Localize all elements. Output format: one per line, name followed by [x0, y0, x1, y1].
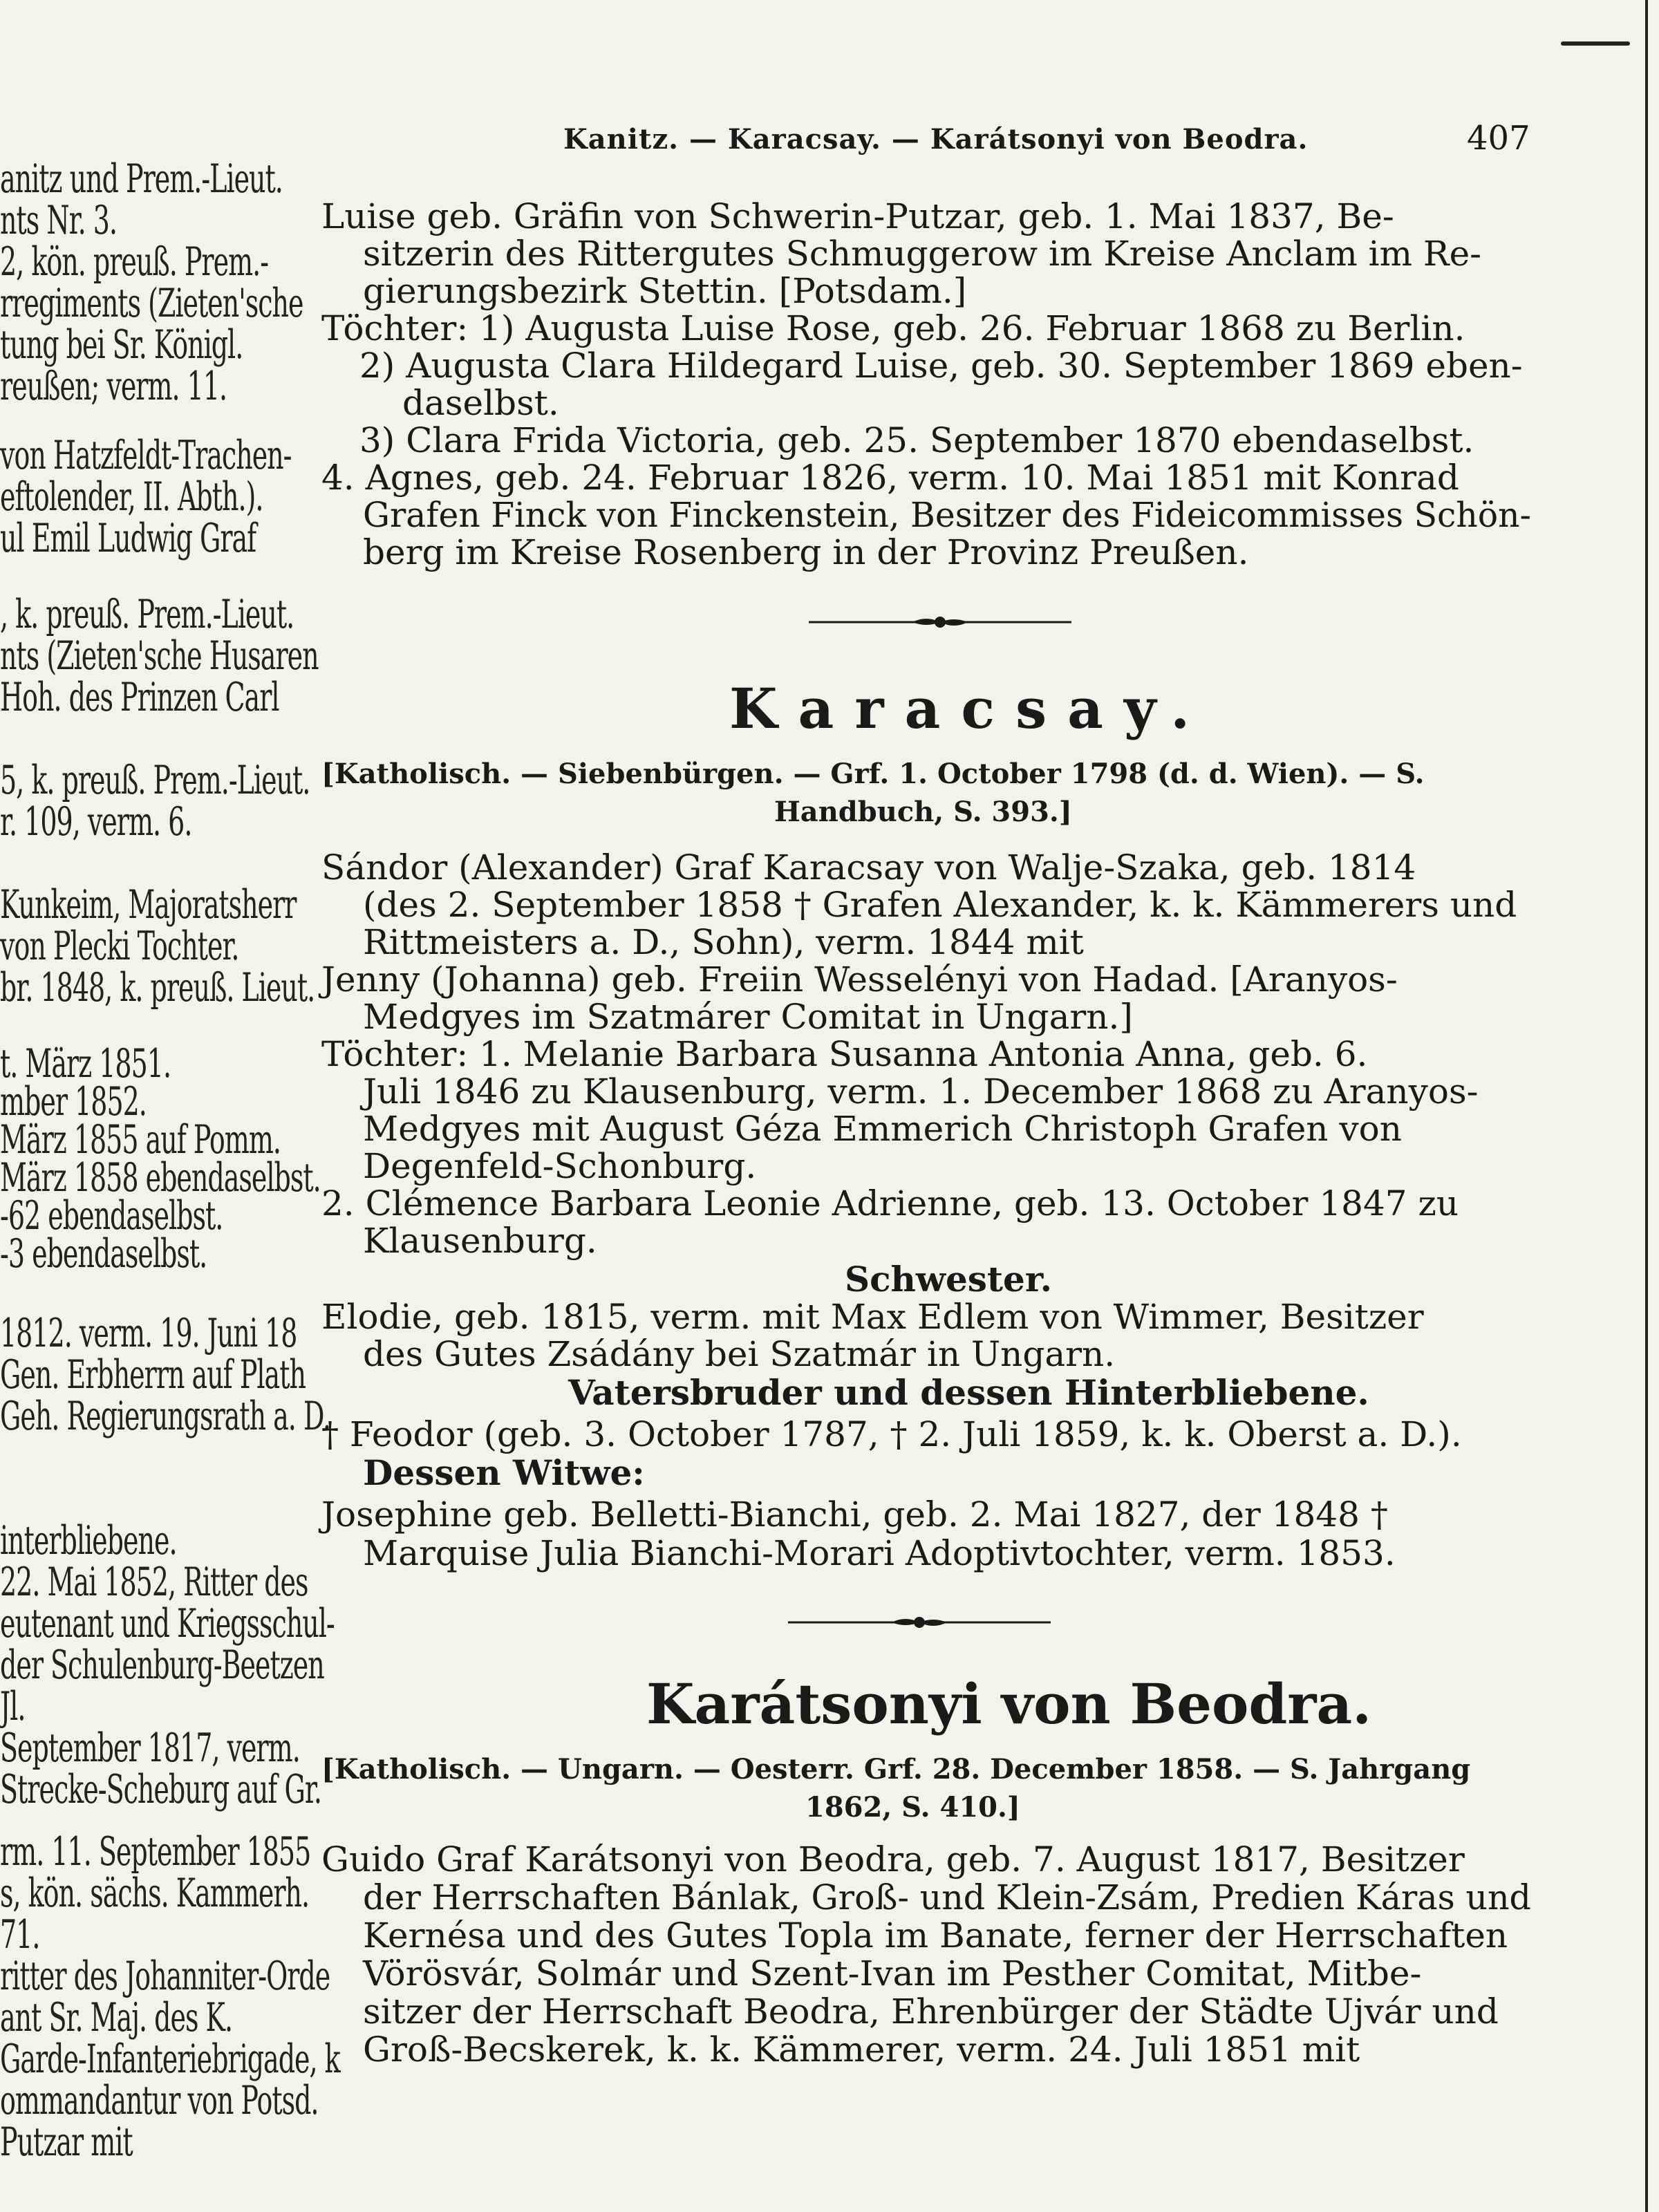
- text-line: Vörösvár, Solmár und Szent-Ivan im Pesther Comitat, Mitbe-: [363, 1953, 1422, 1994]
- text-line: Marquise Julia Bianchi-Morari Adoptivtochter, verm. 1853.: [363, 1533, 1396, 1573]
- text-line: des Gutes Zsádány bei Szatmár in Ungarn.: [363, 1334, 1116, 1374]
- text-line: 3) Clara Frida Victoria, geb. 25. September 1870 ebendaselbst.: [359, 420, 1474, 460]
- text-line: Josephine geb. Belletti-Bianchi, geb. 2. Mai 1827, der 1848 †: [321, 1494, 1388, 1535]
- section-divider-ornament: [809, 608, 1071, 636]
- bleed-line: ul Emil Ludwig Graf: [0, 515, 256, 561]
- bleed-line: nts (Zieten'sche Husaren: [0, 632, 319, 679]
- bleed-line: -3 ebendaselbst.: [0, 1230, 207, 1277]
- bleed-line: März 1858 ebendaselbst.: [0, 1154, 321, 1201]
- bleed-line: Kunkeim, Majoratsherr: [0, 881, 297, 928]
- section-meta-line: 1862, S. 410.]: [805, 1791, 1020, 1824]
- bleed-line: März 1855 auf Pomm.: [0, 1116, 281, 1163]
- text-line: 4. Agnes, geb. 24. Februar 1826, verm. 10. Mai 1851 mit Konrad: [321, 458, 1459, 498]
- bleed-line: rm. 11. September 1855: [0, 1828, 311, 1875]
- text-line: Medgyes mit August Géza Emmerich Christoph Grafen von: [363, 1109, 1402, 1149]
- facing-page-bleed: [0, 138, 340, 2165]
- bleed-line: ritter des Johanniter-Orde: [0, 1953, 330, 1999]
- subheading: Vatersbruder und dessen Hinterbliebene.: [568, 1372, 1369, 1413]
- text-line: Groß-Becskerek, k. k. Kämmerer, verm. 24. Juli 1851 mit: [363, 2030, 1360, 2070]
- bleed-line: , k. preuß. Prem.-Lieut.: [0, 591, 294, 637]
- bleed-line: tung bei Sr. Königl.: [0, 321, 243, 368]
- text-line: Sándor (Alexander) Graf Karacsay von Walje-Szaka, geb. 1814: [321, 847, 1416, 888]
- bleed-line: br. 1848, k. preuß. Lieut.: [0, 964, 315, 1011]
- text-line: Klausenburg.: [363, 1221, 597, 1261]
- bleed-line: von Plecki Tochter.: [0, 923, 239, 969]
- section-divider-ornament: [788, 1609, 1051, 1636]
- text-line: 2) Augusta Clara Hildegard Luise, geb. 30. September 1869 eben-: [359, 346, 1523, 386]
- subheading: Schwester.: [845, 1259, 1052, 1300]
- bleed-line: 2, kön. preuß. Prem.-: [0, 238, 269, 285]
- section-title: Karátsonyi von Beodra.: [646, 1671, 1372, 1736]
- text-line: Luise geb. Gräfin von Schwerin-Putzar, geb. 1. Mai 1837, Be-: [321, 196, 1394, 236]
- text-line: Medgyes im Szatmárer Comitat in Ungarn.]: [363, 997, 1133, 1037]
- text-line: 2. Clémence Barbara Leonie Adrienne, geb. 13. October 1847 zu: [321, 1183, 1459, 1224]
- bleed-line: Putzar mit: [0, 2119, 133, 2165]
- bleed-line: anitz und Prem.-Lieut.: [0, 156, 283, 202]
- bleed-line: s, kön. sächs. Kammerh.: [0, 1870, 310, 1916]
- text-line: (des 2. September 1858 † Grafen Alexander, k. k. Kämmerers und: [363, 885, 1517, 925]
- text-line: Kernésa und des Gutes Topla im Banate, ferner der Herrschaften: [363, 1915, 1508, 1956]
- margin-tick-mark: [1561, 41, 1630, 46]
- bleed-line: interbliebene.: [0, 1517, 177, 1564]
- bleed-line: Geh. Regierungsrath a. D.: [0, 1393, 331, 1439]
- bleed-line: rregiments (Zieten'sche: [0, 280, 303, 326]
- bleed-line: reußen; verm. 11.: [0, 363, 227, 409]
- bleed-line: nts Nr. 3.: [0, 197, 117, 243]
- text-line: Guido Graf Karátsonyi von Beodra, geb. 7. August 1817, Besitzer: [321, 1839, 1465, 1880]
- bleed-line: Garde-Infanteriebrigade, k: [0, 2036, 340, 2082]
- bleed-line: -62 ebendaselbst.: [0, 1192, 223, 1239]
- subheading: Dessen Witwe:: [363, 1452, 645, 1493]
- page-number: 407: [1467, 119, 1530, 158]
- text-line: Töchter: 1. Melanie Barbara Susanna Antonia Anna, geb. 6.: [321, 1034, 1368, 1074]
- text-line: † Feodor (geb. 3. October 1787, † 2. Juli 1859, k. k. Oberst a. D.).: [321, 1414, 1462, 1454]
- bleed-line: ommandantur von Potsd.: [0, 2077, 319, 2124]
- text-line: sitzer der Herrschaft Beodra, Ehrenbürger der Städte Ujvár und: [363, 1991, 1499, 2032]
- bleed-line: Strecke-Scheburg auf Gr.: [0, 1766, 321, 1812]
- bleed-line: ant Sr. Maj. des K.: [0, 1994, 233, 2041]
- bleed-line: Jl.: [0, 1683, 26, 1730]
- bleed-line: Hoh. des Prinzen Carl: [0, 674, 279, 720]
- text-line: Töchter: 1) Augusta Luise Rose, geb. 26. Februar 1868 zu Berlin.: [321, 308, 1465, 348]
- text-line: sitzerin des Rittergutes Schmuggerow im Kreise Anclam im Re-: [363, 234, 1482, 274]
- section-meta-line: [Katholisch. — Ungarn. — Oesterr. Grf. 28. December 1858. — S. Jahrgang: [321, 1753, 1471, 1785]
- bleed-line: 1812. verm. 19. Juni 18: [0, 1310, 297, 1356]
- text-line: berg im Kreise Rosenberg in der Provinz Preußen.: [363, 532, 1249, 572]
- text-line: Juli 1846 zu Klausenburg, verm. 1. December 1868 zu Aranyos-: [363, 1071, 1479, 1112]
- section-meta-line: Handbuch, S. 393.]: [774, 796, 1072, 828]
- text-line: Grafen Finck von Finckenstein, Besitzer des Fideicommisses Schön-: [363, 495, 1532, 535]
- text-line: der Herrschaften Bánlak, Groß- und Klein-Zsám, Predien Káras und: [363, 1877, 1531, 1918]
- bleed-line: mber 1852.: [0, 1078, 147, 1125]
- bleed-line: eutenant und Kriegsschul-: [0, 1600, 335, 1647]
- section-title: Karacsay.: [729, 676, 1211, 741]
- text-line: Rittmeisters a. D., Sohn), verm. 1844 mit: [363, 922, 1084, 962]
- bleed-line: 22. Mai 1852, Ritter des: [0, 1559, 308, 1605]
- text-line: Elodie, geb. 1815, verm. mit Max Edlem von Wimmer, Besitzer: [321, 1297, 1424, 1337]
- bleed-line: der Schulenburg-Beetzen: [0, 1642, 324, 1688]
- bleed-line: r. 109, verm. 6.: [0, 798, 192, 845]
- bleed-line: September 1817, verm.: [0, 1725, 300, 1771]
- page-gutter-edge: [1645, 0, 1648, 2212]
- running-header: Kanitz. — Karacsay. — Karátsonyi von Beodra.: [563, 123, 1309, 156]
- text-line: daselbst.: [402, 383, 559, 423]
- text-line: Jenny (Johanna) geb. Freiin Wesselényi von Hadad. [Aranyos-: [321, 959, 1398, 1000]
- bleed-line: t. März 1851.: [0, 1040, 171, 1087]
- bleed-line: von Hatzfeldt-Trachen-: [0, 432, 292, 478]
- text-line: Degenfeld-Schonburg.: [363, 1146, 757, 1186]
- bleed-line: 71.: [0, 1911, 40, 1958]
- bleed-line: eftolender, II. Abth.).: [0, 474, 263, 520]
- bleed-line: Gen. Erbherrn auf Plath: [0, 1351, 306, 1398]
- section-meta-line: [Katholisch. — Siebenbürgen. — Grf. 1. October 1798 (d. d. Wien). — S.: [321, 758, 1425, 790]
- bleed-line: 5, k. preuß. Prem.-Lieut.: [0, 757, 310, 803]
- text-line: gierungsbezirk Stettin. [Potsdam.]: [363, 271, 967, 311]
